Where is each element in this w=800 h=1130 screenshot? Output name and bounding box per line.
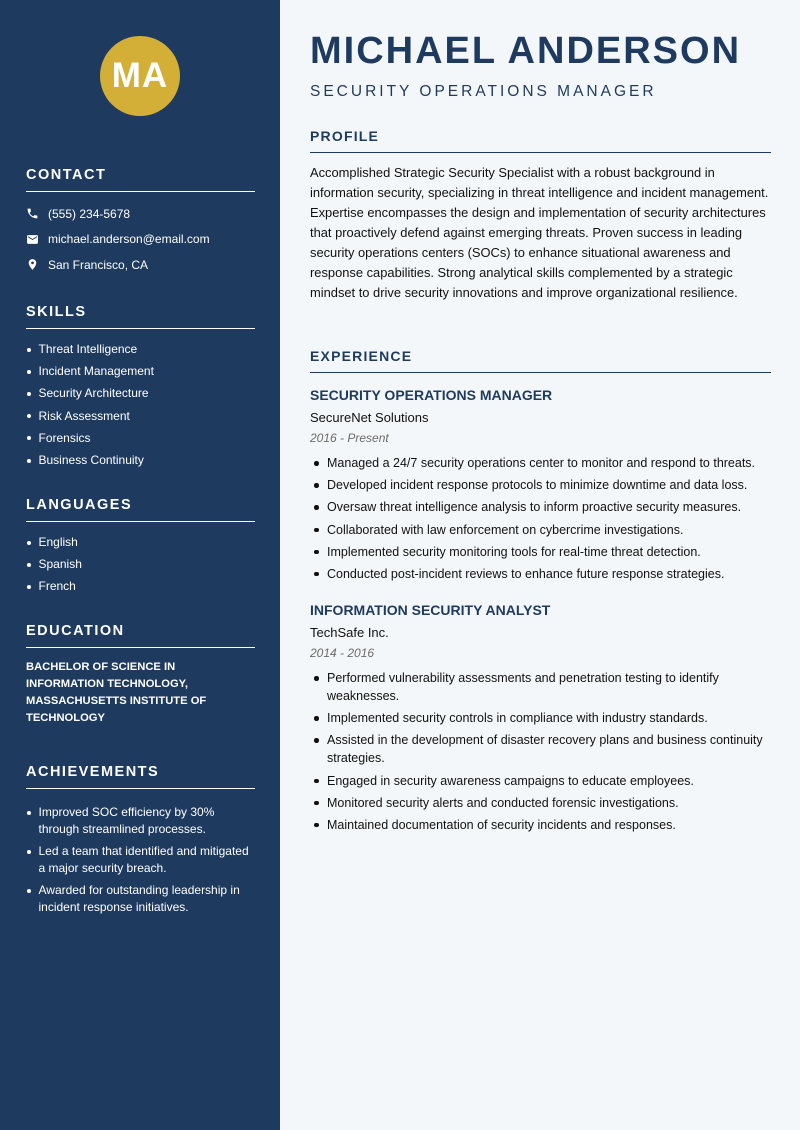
candidate-title: SECURITY OPERATIONS MANAGER <box>310 83 657 100</box>
job-role: INFORMATION SECURITY ANALYST <box>310 602 551 618</box>
duty-item: Maintained documentation of security incidents and responses. <box>310 816 772 834</box>
duty-item: Implemented security monitoring tools for real-time threat detection. <box>310 543 772 561</box>
skills-list <box>26 338 255 471</box>
achievement-item: Awarded for outstanding leadership in incident response initiatives. <box>26 882 255 916</box>
duty-item: Performed vulnerability assessments and penetration testing to identify weaknesses. <box>310 669 772 705</box>
profile-heading: PROFILE <box>310 128 771 153</box>
profile-summary: Accomplished Strategic Security Specialist with a robust background in information security, specializing in threat intelligence and incident management. Expertise encompasses the design and implementation of security architectures that proactively defend against emerging threats. Proven success in leading security operations centers (SOCs) to enhance situational awareness and response capabilities. Strong analytical skills complemented by a strategic mindset to drive security innovations and improve organizational resilience. <box>310 165 769 300</box>
education-degree: BACHELOR OF SCIENCE IN INFORMATION TECHNOLOGY, MASSACHUSETTS INSTITUTE OF TECHNOLOGY <box>26 661 207 724</box>
email-icon <box>26 233 39 246</box>
language-item: French <box>26 575 255 597</box>
job-dates: 2016 - Present <box>310 431 389 445</box>
job-dates: 2014 - 2016 <box>310 646 375 660</box>
job-duties <box>310 669 772 834</box>
duty-item: Implemented security controls in compliance with industry standards. <box>310 709 772 727</box>
contact-phone[interactable] <box>26 201 255 227</box>
education-heading: EDUCATION <box>26 623 255 648</box>
contact-location-text: San Francisco, CA <box>48 257 149 272</box>
candidate-name: MICHAEL ANDERSON <box>310 30 742 72</box>
duty-item: Engaged in security awareness campaigns to educate employees. <box>310 772 772 790</box>
contact-section <box>26 167 255 278</box>
achievement-item: Led a team that identified and mitigated a major security breach. <box>26 843 255 877</box>
contact-location <box>26 252 255 278</box>
skill-item: Business Continuity <box>26 449 255 471</box>
skill-item: Incident Management <box>26 360 255 382</box>
skill-item: Risk Assessment <box>26 405 255 427</box>
skills-heading: SKILLS <box>26 304 255 329</box>
duty-item: Monitored security alerts and conducted forensic investigations. <box>310 794 772 812</box>
skill-item: Threat Intelligence <box>26 338 255 360</box>
achievements-list <box>26 804 255 916</box>
job-entry <box>310 386 772 587</box>
skills-section <box>26 304 255 471</box>
location-pin-icon <box>26 258 39 271</box>
duty-item: Managed a 24/7 security operations center to monitor and respond to threats. <box>310 454 772 472</box>
contact-email[interactable] <box>26 227 255 253</box>
job-role: SECURITY OPERATIONS MANAGER <box>310 387 553 403</box>
achievements-heading: ACHIEVEMENTS <box>26 764 255 789</box>
language-item: Spanish <box>26 553 255 575</box>
languages-list <box>26 531 255 598</box>
languages-heading: LANGUAGES <box>26 497 255 522</box>
languages-section <box>26 497 255 598</box>
contact-heading: CONTACT <box>26 167 255 192</box>
job-company: SecureNet Solutions <box>310 410 429 425</box>
duty-item: Assisted in the development of disaster recovery plans and business continuity strategies. <box>310 731 772 767</box>
sidebar <box>0 0 280 1130</box>
phone-icon <box>26 207 39 220</box>
contact-list <box>26 201 255 278</box>
job-entry <box>310 601 772 838</box>
duty-item: Oversaw threat intelligence analysis to inform proactive security measures. <box>310 498 772 516</box>
skill-item: Security Architecture <box>26 382 255 404</box>
skill-item: Forensics <box>26 427 255 449</box>
achievements-section <box>26 764 255 921</box>
experience-heading: EXPERIENCE <box>310 348 771 373</box>
avatar: MA <box>100 36 180 116</box>
achievement-item: Improved SOC efficiency by 30% through streamlined processes. <box>26 804 255 838</box>
education-section <box>26 623 255 727</box>
duty-item: Collaborated with law enforcement on cybercrime investigations. <box>310 521 772 539</box>
language-item: English <box>26 531 255 553</box>
duty-item: Developed incident response protocols to minimize downtime and data loss. <box>310 476 772 494</box>
contact-phone-text: (555) 234-5678 <box>48 206 131 221</box>
job-company: TechSafe Inc. <box>310 625 389 640</box>
job-duties <box>310 454 772 583</box>
duty-item: Conducted post-incident reviews to enhance future response strategies. <box>310 565 772 583</box>
contact-email-text: michael.anderson@email.com <box>48 232 210 247</box>
